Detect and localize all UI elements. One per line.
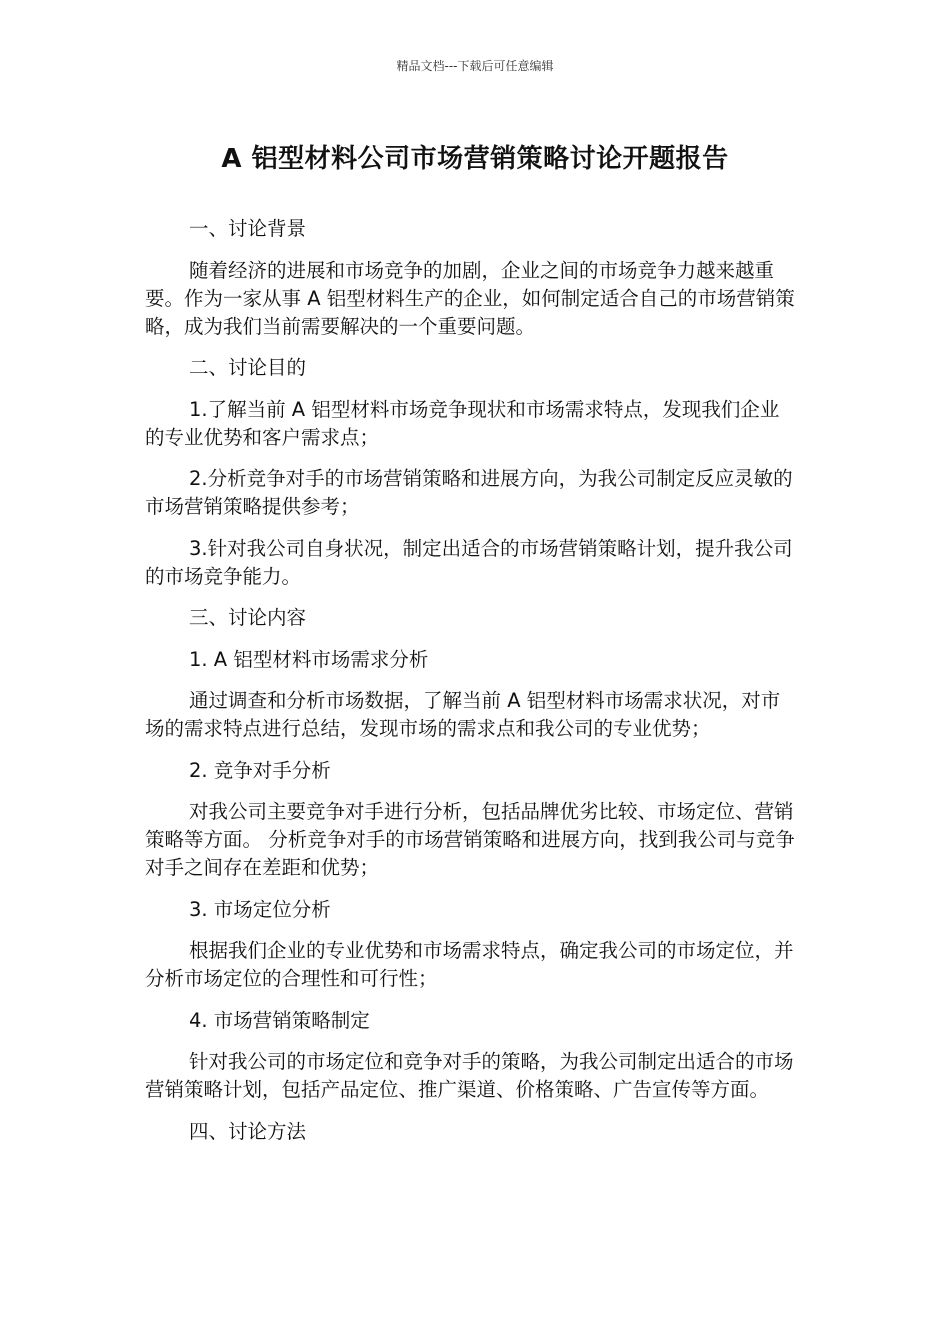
- purpose-item-3: 3.针对我公司自身状况，制定出适合的市场营销策略计划，提升我公司的市场竞争能力。: [145, 536, 793, 588]
- subheading-demand-analysis: 1. A 铝型材料市场需求分析: [189, 647, 429, 671]
- paragraph-demand-analysis: 通过调查和分析市场数据，了解当前 A 铝型材料市场需求状况，对市场的需求特点进行总结，发现市场的需求点和我公司的专业优势；: [145, 689, 781, 740]
- subheading-competitor-analysis: 2. 竞争对手分析: [189, 758, 331, 782]
- document-title: A 铝型材料公司市场营销策略讨论开题报告: [221, 144, 729, 174]
- purpose-item-2: 2.分析竞争对手的市场营销策略和进展方向，为我公司制定反应灵敏的市场营销策略提供参考；: [145, 467, 793, 518]
- subheading-strategy-formulation: 4. 市场营销策略制定: [189, 1008, 370, 1032]
- section-heading-methods: 四、讨论方法: [189, 1119, 307, 1143]
- paragraph-background: 随着经济的进展和市场竞争的加剧，企业之间的市场竞争力越来越重要。作为一家从事 A 铝型材料生产的企业，如何制定适合自己的市场营销策略，成为我们当前需要解决的一个重要问题。: [145, 258, 795, 338]
- purpose-item-1: 1.了解当前 A 铝型材料市场竞争现状和市场需求特点，发现我们企业的专业优势和客户需求点；: [145, 397, 780, 449]
- section-heading-content: 三、讨论内容: [189, 606, 307, 629]
- paragraph-competitor-analysis: 对我公司主要竞争对手进行分析，包括品牌优劣比较、市场定位、营销策略等方面。 分析竞争对手的市场营销策略和进展方向，找到我公司与竞争对手之间存在差距和优势；: [145, 800, 795, 879]
- section-heading-background: 一、讨论背景: [189, 217, 307, 240]
- document-body: [145, 215, 795, 1159]
- paragraph-positioning-analysis: 根据我们企业的专业优势和市场需求特点，确定我公司的市场定位，并分析市场定位的合理性和可行性；: [145, 939, 794, 990]
- subheading-positioning-analysis: 3. 市场定位分析: [189, 897, 331, 921]
- page-header: 精品文档---下载后可任意编辑: [396, 59, 554, 73]
- paragraph-strategy-formulation: 针对我公司的市场定位和竞争对手的策略，为我公司制定出适合的市场营销策略计划，包括产品定位、推广渠道、价格策略、广告宣传等方面。: [145, 1050, 794, 1101]
- section-heading-purpose: 二、讨论目的: [189, 356, 307, 379]
